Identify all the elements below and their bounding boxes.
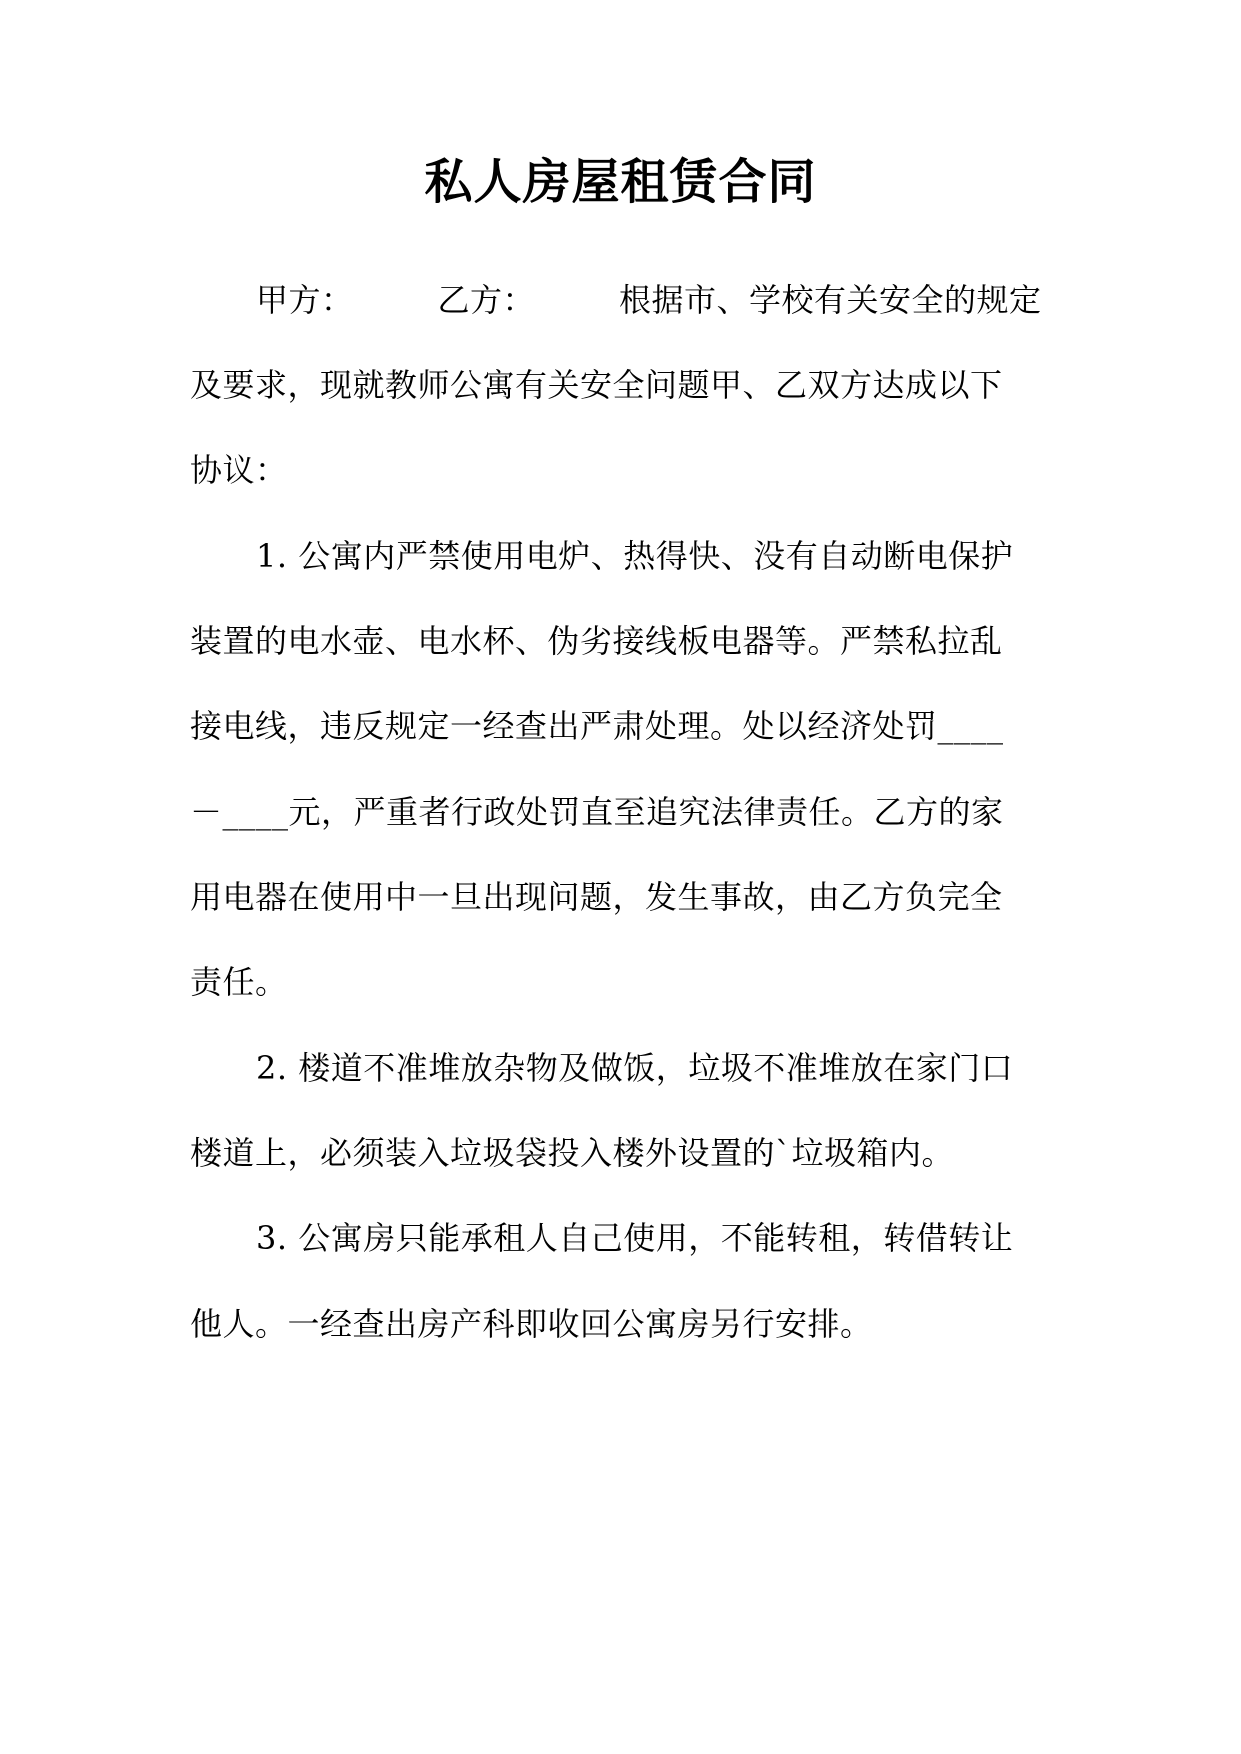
paragraph-line [256, 280, 1042, 320]
clause-1-line: －____元，严重者行政处罚直至追究法律责任。乙方的家 [190, 793, 1004, 831]
clause-3-line: 3. 公寓房只能承租人自己使用，不能转租，转借转让 [256, 1219, 1014, 1257]
clause-1-line: 装置的电水壶、电水杯、伪劣接线板电器等。严禁私拉乱 [190, 622, 1003, 660]
paragraph-line: 协议： [190, 451, 288, 489]
party-a-label: 甲方： [256, 281, 354, 319]
document-title: 私人房屋租赁合同 [424, 154, 817, 210]
clause-3-line: 他人。一经查出房产科即收回公寓房另行安排。 [190, 1305, 873, 1343]
clause-1-line: 责任。 [190, 963, 288, 1001]
clause-1-line: 接电线，违反规定一经查出严肃处理。处以经济处罚____ [190, 707, 1004, 745]
clause-2-line: 2. 楼道不准堆放杂物及做饭，垃圾不准堆放在家门口 [256, 1049, 1014, 1087]
party-b-label: 乙方： [437, 281, 536, 319]
clause-1-line: 用电器在使用中一旦出现问题，发生事故，由乙方负完全 [190, 878, 1003, 916]
clause-1-line: 1. 公寓内严禁使用电炉、热得快、没有自动断电保护 [256, 537, 1014, 575]
paragraph-line: 及要求，现就教师公寓有关安全问题甲、乙双方达成以下 [190, 366, 1003, 404]
intro-text: 根据市、学校有关安全的规定 [619, 281, 1042, 319]
clause-2-line: 楼道上，必须装入垃圾袋投入楼外设置的`垃圾箱内。 [190, 1134, 955, 1172]
